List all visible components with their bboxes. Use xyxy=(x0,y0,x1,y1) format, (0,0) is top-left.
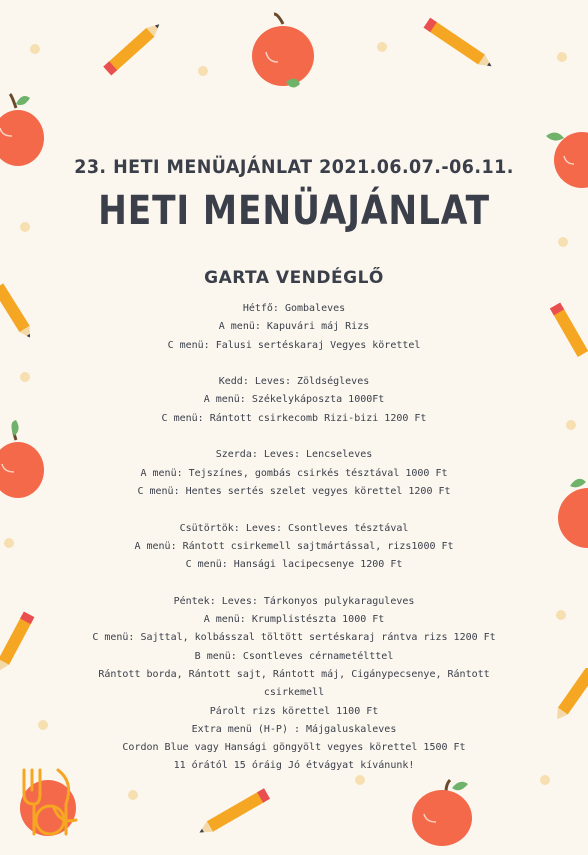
decor-dot xyxy=(557,52,567,62)
apple-icon xyxy=(552,474,588,550)
menu-day-wednesday xyxy=(80,446,508,501)
pencil-icon xyxy=(98,14,170,80)
menu-line: Kedd: Leves: Zöldségleves xyxy=(218,376,370,388)
menu-line: C menü: Sajttal, kolbásszal töltött sertéskaraj rántva rizs 1200 Ft xyxy=(92,632,496,644)
decor-dot xyxy=(20,222,30,232)
menu-line: A menü: Rántott csirkemell sajtmártással, rizs1000 Ft xyxy=(134,540,454,552)
pencil-icon xyxy=(0,282,34,342)
menu-line: Rántott borda, Rántott sajt, Rántott máj, Cigánypecsenye, Rántott xyxy=(98,668,490,680)
decor-dot xyxy=(556,610,566,620)
menu-line: A menü: Tejszínes, gombás csirkés tésztával 1000 Ft xyxy=(140,467,448,479)
menu-line: C menü: Hentes sertés szelet vegyes körettel 1200 Ft xyxy=(137,485,451,497)
menu-line: Hétfő: Gombaleves xyxy=(242,303,346,314)
menu-day-tuesday xyxy=(80,373,508,428)
decor-dot xyxy=(540,775,550,785)
decor-dot xyxy=(4,538,14,548)
decor-dot xyxy=(198,66,208,76)
menu-line: csirkemell xyxy=(263,687,325,699)
menu-line: A menü: Krumplistészta 1000 Ft xyxy=(203,614,385,626)
decor-dot xyxy=(377,42,387,52)
weekly-menu xyxy=(80,300,508,776)
menu-line: C menü: Falusi sertéskaraj Vegyes körettel xyxy=(167,339,421,351)
menu-line: Szerda: Leves: Lencseleves xyxy=(215,449,373,461)
menu-line: Péntek: Leves: Tárkonyos pulykaraguleves xyxy=(173,595,415,607)
restaurant-name: GARTA VENDÉGLŐ xyxy=(204,268,384,288)
pencil-icon xyxy=(0,604,36,674)
apple-icon xyxy=(410,778,476,848)
week-title: 23. HETI MENÜAJÁNLAT 2021.06.07.-06.11. xyxy=(74,156,514,178)
decor-dot xyxy=(128,790,138,800)
pencil-icon xyxy=(194,784,276,840)
decor-dot xyxy=(355,775,365,785)
decor-dot xyxy=(30,44,40,54)
menu-line: 11 órától 15 óráig Jó étvágyat kívánunk! xyxy=(173,760,415,772)
logo-icon xyxy=(14,764,88,840)
menu-day-thursday xyxy=(80,520,508,575)
pencil-icon xyxy=(556,668,588,728)
decor-dot xyxy=(20,372,30,382)
menu-line: C menü: Rántott csirkecomb Rizi-bizi 1200 Ft xyxy=(161,412,427,424)
menu-line: B menü: Csontleves cérnametélttel xyxy=(194,650,394,662)
menu-line: C menü: Hansági lacipecsenye 1200 Ft xyxy=(185,559,403,571)
pencil-icon xyxy=(548,296,588,360)
decor-dot xyxy=(566,420,576,430)
apple-icon xyxy=(248,12,318,92)
menu-line: Párolt rizs körettel 1100 Ft xyxy=(209,705,379,717)
pencil-icon xyxy=(418,14,502,76)
menu-day-monday xyxy=(80,300,508,355)
apple-icon xyxy=(0,420,48,500)
menu-day-friday xyxy=(80,593,508,776)
menu-line: Csütörtök: Leves: Csontleves tésztával xyxy=(179,522,409,534)
menu-line: Extra menü (H-P) : Májgaluskaleves xyxy=(191,723,397,735)
decor-dot xyxy=(38,720,48,730)
decor-dot xyxy=(558,237,568,247)
menu-line: A menü: Székelykáposzta 1000Ft xyxy=(203,394,385,406)
page-title: HETI MENÜAJÁNLAT xyxy=(98,188,490,234)
menu-line: Cordon Blue vagy Hansági göngyölt vegyes körettel 1500 Ft xyxy=(122,742,466,754)
menu-line: A menü: Kapuvári máj Rizs xyxy=(218,321,370,333)
